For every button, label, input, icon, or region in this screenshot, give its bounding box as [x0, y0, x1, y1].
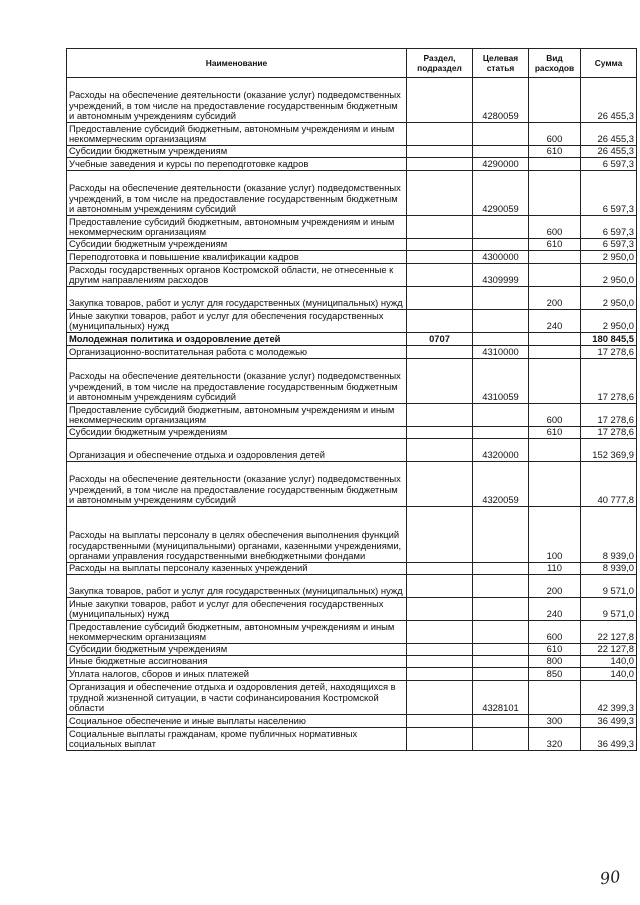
row-name: Расходы на обеспечение деятельности (оказание услуг) подведомственных учреждений, в том числе на предоставление государственным бюджетным и автономным учреждениям субсидий	[67, 78, 407, 123]
row-kind: 800	[529, 656, 581, 668]
row-name: Закупка товаров, работ и услуг для государственных (муниципальных) нужд	[67, 575, 407, 598]
row-name: Расходы на обеспечение деятельности (оказание услуг) подведомственных учреждений, в том числе на предоставление государственным бюджетным и автономным учреждениям субсидий	[67, 359, 407, 404]
row-kind: 610	[529, 239, 581, 251]
row-kind: 200	[529, 575, 581, 598]
row-sum: 22 127,8	[581, 644, 637, 656]
row-section	[407, 427, 473, 439]
table-row	[67, 171, 637, 216]
row-section	[407, 656, 473, 668]
row-kind	[529, 171, 581, 216]
row-section	[407, 251, 473, 264]
table-row	[67, 462, 637, 507]
table-row	[67, 346, 637, 359]
table-row	[67, 656, 637, 668]
row-kind: 300	[529, 715, 581, 728]
row-section	[407, 78, 473, 123]
row-target	[473, 333, 529, 346]
row-kind: 110	[529, 563, 581, 575]
row-section	[407, 171, 473, 216]
row-kind: 600	[529, 404, 581, 427]
row-section: 0707	[407, 333, 473, 346]
row-sum: 2 950,0	[581, 310, 637, 333]
row-section	[407, 359, 473, 404]
row-kind: 100	[529, 507, 581, 563]
header-target: Целевая статья	[473, 49, 529, 78]
row-target: 4300000	[473, 251, 529, 264]
table-row	[67, 681, 637, 715]
row-section	[407, 287, 473, 310]
row-sum: 152 369,9	[581, 439, 637, 462]
row-sum: 8 939,0	[581, 563, 637, 575]
row-kind: 240	[529, 598, 581, 621]
table-row	[67, 427, 637, 439]
row-kind: 240	[529, 310, 581, 333]
row-name: Социальные выплаты гражданам, кроме публичных нормативных социальных выплат	[67, 728, 407, 751]
row-name: Расходы государственных органов Костромской области, не отнесенные к другим направлениям расходов	[67, 264, 407, 287]
row-sum: 17 278,6	[581, 404, 637, 427]
row-kind	[529, 78, 581, 123]
row-target: 4290059	[473, 171, 529, 216]
table-row	[67, 239, 637, 251]
row-section	[407, 123, 473, 146]
row-kind: 200	[529, 287, 581, 310]
row-target	[473, 728, 529, 751]
row-target: 4310059	[473, 359, 529, 404]
row-kind: 600	[529, 621, 581, 644]
table-body	[67, 78, 637, 751]
row-sum: 36 499,3	[581, 715, 637, 728]
row-sum: 26 455,3	[581, 146, 637, 158]
row-target	[473, 146, 529, 158]
row-name: Субсидии бюджетным учреждениям	[67, 239, 407, 251]
row-section	[407, 404, 473, 427]
row-target	[473, 123, 529, 146]
row-name: Субсидии бюджетным учреждениям	[67, 427, 407, 439]
table-row	[67, 728, 637, 751]
row-kind: 610	[529, 427, 581, 439]
row-sum: 22 127,8	[581, 621, 637, 644]
row-sum: 140,0	[581, 656, 637, 668]
table-row	[67, 264, 637, 287]
row-sum: 6 597,3	[581, 239, 637, 251]
table-row	[67, 644, 637, 656]
row-sum: 8 939,0	[581, 507, 637, 563]
table-row	[67, 439, 637, 462]
row-name: Иные бюджетные ассигнования	[67, 656, 407, 668]
row-section	[407, 598, 473, 621]
row-name: Иные закупки товаров, работ и услуг для обеспечения государственных (муниципальных) нужд	[67, 598, 407, 621]
row-kind	[529, 462, 581, 507]
row-kind	[529, 264, 581, 287]
table-row	[67, 216, 637, 239]
row-name: Субсидии бюджетным учреждениям	[67, 146, 407, 158]
row-target	[473, 598, 529, 621]
table-row	[67, 333, 637, 346]
row-target	[473, 575, 529, 598]
table-row	[67, 404, 637, 427]
row-kind	[529, 158, 581, 171]
row-sum: 180 845,5	[581, 333, 637, 346]
row-sum: 6 597,3	[581, 171, 637, 216]
row-target	[473, 656, 529, 668]
row-target	[473, 287, 529, 310]
row-name: Закупка товаров, работ и услуг для государственных (муниципальных) нужд	[67, 287, 407, 310]
row-name: Организационно-воспитательная работа с молодежью	[67, 346, 407, 359]
row-kind	[529, 346, 581, 359]
row-kind: 600	[529, 123, 581, 146]
row-sum: 17 278,6	[581, 359, 637, 404]
row-kind	[529, 251, 581, 264]
row-sum: 40 777,8	[581, 462, 637, 507]
row-section	[407, 264, 473, 287]
row-section	[407, 715, 473, 728]
row-target	[473, 644, 529, 656]
table-row	[67, 507, 637, 563]
row-section	[407, 681, 473, 715]
row-target: 4290000	[473, 158, 529, 171]
row-section	[407, 575, 473, 598]
row-kind: 320	[529, 728, 581, 751]
table-row	[67, 78, 637, 123]
row-sum: 9 571,0	[581, 598, 637, 621]
row-section	[407, 563, 473, 575]
row-section	[407, 644, 473, 656]
row-target: 4280059	[473, 78, 529, 123]
row-name: Организация и обеспечение отдыха и оздоровления детей, находящихся в трудной жизненной ситуации, в части софинансирования Костромской области	[67, 681, 407, 715]
row-target: 4320000	[473, 439, 529, 462]
row-name: Расходы на обеспечение деятельности (оказание услуг) подведомственных учреждений, в том числе на предоставление государственным бюджетным и автономным учреждениям субсидий	[67, 462, 407, 507]
row-name: Предоставление субсидий бюджетным, автономным учреждениям и иным некоммерческим организациям	[67, 123, 407, 146]
row-target	[473, 715, 529, 728]
header-name: Наименование	[67, 49, 407, 78]
row-target: 4328101	[473, 681, 529, 715]
table-row	[67, 668, 637, 681]
row-sum: 9 571,0	[581, 575, 637, 598]
row-sum: 2 950,0	[581, 264, 637, 287]
row-target	[473, 563, 529, 575]
header-section: Раздел, подраздел	[407, 49, 473, 78]
page-number: 90	[598, 866, 622, 889]
row-kind: 610	[529, 146, 581, 158]
table-row	[67, 146, 637, 158]
row-section	[407, 310, 473, 333]
row-section	[407, 216, 473, 239]
row-kind: 850	[529, 668, 581, 681]
row-target: 4310000	[473, 346, 529, 359]
table-header	[67, 49, 637, 78]
row-kind	[529, 333, 581, 346]
row-target	[473, 427, 529, 439]
row-target	[473, 404, 529, 427]
row-name: Предоставление субсидий бюджетным, автономным учреждениям и иным некоммерческим организациям	[67, 621, 407, 644]
row-target: 4309999	[473, 264, 529, 287]
row-sum: 26 455,3	[581, 78, 637, 123]
table-row	[67, 158, 637, 171]
row-sum: 36 499,3	[581, 728, 637, 751]
row-section	[407, 146, 473, 158]
row-kind	[529, 681, 581, 715]
row-target: 4320059	[473, 462, 529, 507]
row-target	[473, 239, 529, 251]
row-kind: 600	[529, 216, 581, 239]
row-name: Организация и обеспечение отдыха и оздоровления детей	[67, 439, 407, 462]
row-name: Субсидии бюджетным учреждениям	[67, 644, 407, 656]
table-row	[67, 575, 637, 598]
row-sum: 17 278,6	[581, 427, 637, 439]
table-row	[67, 598, 637, 621]
row-section	[407, 439, 473, 462]
header-kind: Вид расходов	[529, 49, 581, 78]
table-row	[67, 287, 637, 310]
budget-table	[66, 48, 637, 751]
row-sum: 2 950,0	[581, 251, 637, 264]
row-sum: 6 597,3	[581, 216, 637, 239]
row-name: Расходы на выплаты персоналу в целях обеспечения выполнения функций государственными (муниципальными) органами, казенными учреждениями, органами управления государственными внебюджетными фондами	[67, 507, 407, 563]
table-row	[67, 621, 637, 644]
table-row	[67, 715, 637, 728]
row-sum: 140,0	[581, 668, 637, 681]
row-target	[473, 621, 529, 644]
row-name: Переподготовка и повышение квалификации кадров	[67, 251, 407, 264]
row-target	[473, 310, 529, 333]
table-row	[67, 359, 637, 404]
row-section	[407, 462, 473, 507]
row-target	[473, 507, 529, 563]
row-section	[407, 668, 473, 681]
table-row	[67, 123, 637, 146]
row-name: Социальное обеспечение и иные выплаты населению	[67, 715, 407, 728]
row-sum: 26 455,3	[581, 123, 637, 146]
row-sum: 42 399,3	[581, 681, 637, 715]
row-name: Предоставление субсидий бюджетным, автономным учреждениям и иным некоммерческим организациям	[67, 404, 407, 427]
row-section	[407, 346, 473, 359]
row-section	[407, 239, 473, 251]
row-name: Иные закупки товаров, работ и услуг для обеспечения государственных (муниципальных) нужд	[67, 310, 407, 333]
row-section	[407, 507, 473, 563]
row-section	[407, 158, 473, 171]
table-row	[67, 563, 637, 575]
row-kind	[529, 359, 581, 404]
header-sum: Сумма	[581, 49, 637, 78]
row-name: Учебные заведения и курсы по переподготовке кадров	[67, 158, 407, 171]
row-kind: 610	[529, 644, 581, 656]
row-name: Расходы на выплаты персоналу казенных учреждений	[67, 563, 407, 575]
row-name: Предоставление субсидий бюджетным, автономным учреждениям и иным некоммерческим организациям	[67, 216, 407, 239]
row-section	[407, 728, 473, 751]
row-sum: 6 597,3	[581, 158, 637, 171]
row-section	[407, 621, 473, 644]
table-row	[67, 251, 637, 264]
row-name: Уплата налогов, сборов и иных платежей	[67, 668, 407, 681]
row-sum: 17 278,6	[581, 346, 637, 359]
row-target	[473, 216, 529, 239]
row-name: Молодежная политика и оздоровление детей	[67, 333, 407, 346]
row-target	[473, 668, 529, 681]
table-row	[67, 310, 637, 333]
row-kind	[529, 439, 581, 462]
row-sum: 2 950,0	[581, 287, 637, 310]
row-name: Расходы на обеспечение деятельности (оказание услуг) подведомственных учреждений, в том числе на предоставление государственным бюджетным и автономным учреждениям субсидий	[67, 171, 407, 216]
